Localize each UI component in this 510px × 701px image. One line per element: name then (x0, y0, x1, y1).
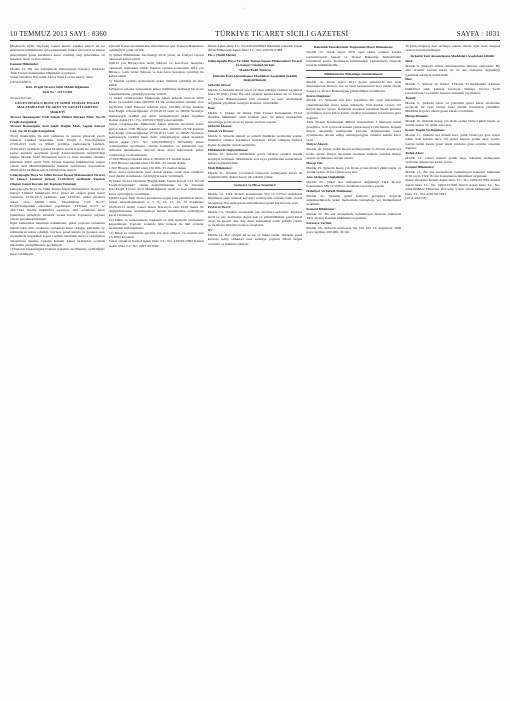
paragraph: 1)Toplantı başkanlığına Kanuni Aşkın'ın seçilmesine oybirliğiyle karar verilmiştir. (10, 247, 105, 256)
paragraph: (Başharafı 1030. Sayfada) Genel kurula vekâlet ediyor ile bu şirketlerin hükümlerine göre şirketimize intikal eden mal ve haklar şirketimizin genel kurulunca karar verilmiş olup şirketimize ait hususlar tescil ve ilan olunur. (10, 44, 105, 62)
heading: İlan: (207, 105, 215, 110)
paragraph: Madde 12- Bu ana sözleşmede bulunmayan hususlar hakkında Türk Ticaret Kanununun hükümleri uygulanır. (10, 66, 105, 76)
paragraph: Şirket Ortakları Kemal Aşkın imza T.C. No: 22951917602 Kemal Aşkın imza T.C. No: 22951917602 (108, 239, 204, 248)
paragraph: 8) Şirket Ticaret adresinin "Bağlık Mah. Saptık Kurşal Cad. No:28 Ereğli/Zonguldak" olarak değiştirilmesine ve bu hususun Kdz.Ereğli Ticaret Sicil Müdürlüğünde tescil ve ilan edilmesine karar oybirliğiyle verilmiştir. (108, 178, 204, 196)
paragraph: 9)6102 sayılı Türk Ticaret Kanununa uygun hale getirilmesi üzere, Şirket anasözleşmesinin 2, 7, 9, 10, 11, 12, 13 maddeleri 26.06.2013 tarihli Genel Kurul Kararıyla ekli Tadil metni ile değiştirilmesine, anasözleşmeye madde eklenmesine oybirliğiyle karar verilmiştir. (108, 196, 204, 218)
heading: Kdz. Ereğli Ticaret Sicili Müdürlüğünden (25, 85, 90, 90)
paragraph: Madde 12- Genel kanuni yedek akçe ödenmiş sermayenin %20'sine ulaşıncaya kadar ayrılır. (405, 155, 500, 165)
heading: Kanuni Hükümler: (306, 207, 336, 212)
heading: Süre: (405, 59, 414, 64)
paragraph: 5) Yapılan oylama neticesinde şirket müdürü oybirliği ile ibra edildi. (108, 78, 204, 88)
paragraph: Madde 10- Şirketin müdürlerin görev süreleri ortaklar kurulu kararıyla belirlenir. Müdürlerin azli veya yetkilerinin kaldırılması halleri değiştirilebilir. (207, 152, 303, 166)
heading: Mali Hükümler: (207, 165, 233, 170)
heading: Ek-1 (Tadil Metni) (207, 53, 236, 58)
paragraph: 1.500 Hisseye tekabül eden 150.000.-TL Kemal Aşkın (108, 165, 186, 170)
paragraph: 2)Genel Kurul tutanaklarının imzalanması için Toplantı Başkanına oybirliğiyle yetki verildi. (108, 44, 204, 53)
column-4 (306, 44, 401, 696)
paragraph: 4)2012 yılı Bilanço'dan Gelir Tabloru ve Kar-Zarar hesapları okunarak, müzakere edildi. Yapılan oylama sonucunda 2012 yılı Bilanço, Gelir Gider Tablosu ve Kar-Zarar hesapları oybirliği ile kabul edildi. (108, 61, 204, 79)
heading: Hesap Dönemi: (405, 114, 429, 119)
paragraph: Madde 11- Ortaklar tarafından ödenecek sermayenin kararı ile değiştirilebilir. Şirket hesap yılı takvim yılıdır. (207, 170, 303, 180)
heading: Şirketin Eski Anasözleşme Maddeleri Aşağıdaki Şekilde Değiştirilmiştir (212, 73, 298, 82)
heading: Halefiyet Ve Yetkili Mahkeme: (306, 188, 353, 193)
paragraph: Şirket ortaklarından Mükerrem Aşkın şirketin devreden sonra geriye kalan 1500 Hisseye tekabül eden 150.000.-TL'lik kısmını Kdz.Ereğli 2.Noterliğinden 27.06.2013 tarih ve 06629 Yevmiye numarasıyla tasdikli hisse devir sözleşmesiyle şirket dışından İsmail Aşkın (T.C. No: 22921938022)'a devredmiş şirket ortaklığından ayrılmıştır, devrin kabulüne ve hisselerin pay defterine işlenmesine, Mevcut hisse devri neticesinde şirket ortaklarının ve hisselerinin, (108, 122, 204, 157)
column-1 (10, 44, 105, 696)
heading: Madde Tadil Tasarısı (239, 68, 271, 73)
page-header (10, 26, 500, 38)
heading: Müdürlerin Değiştirilmesi: (207, 147, 249, 152)
header-title: TÜRKİYE TİCARET SİCİLİ GAZETESİ (215, 29, 349, 38)
paragraph: 11) Dilek ve temenniler geçildi, söz alan olmadı, ve oturum saat 15:30'da kapatıldı. (108, 230, 204, 240)
paragraph: Güleyüpoğlu Boya Ve Sıhhi Tesisat İnşaat Malzemeleri Ticaret Ve Sanayi Limited Şirketi'nin 2012 yılına ait olağan genel kurul toplantısı 27.06.2013 tarihinde, saat 14:00'de, şirket merkezi adresi olan Mithat Mah. Meydanbaşı Cad. No:27 Ereğli/Zonguldak adresinde yapılmıştır. TTK'nun 617/3 ve 416/1'inci madde hükümleri uyarınca, tüm ortakların hazır bulunması nedeniyle Ortaklar Genel Kurul Toplantısı çağrısız olarak gerçekleştirilmiştir. (10, 186, 105, 222)
paragraph: Madde 9- Şirketin işleri ve yönetimi genel kurul tarafından seçilecek bir veya birden fazla müdür tarafından yürütülür. Müdürlerin görev süresi genel kurulca belirlenir. (405, 100, 500, 114)
paragraph: Madde 12- Türk Ticaret Kanununun 519 ve 537'nci maddeleri hükümleri saklı kalmak kaydıyla sermayenin tamamı nakit olarak ödenmiştir. Bu sermayenin arttırılmasına genel kurul karar verir. (207, 191, 303, 205)
paragraph: Madde 21- Şirketin genel faaliyeti gereğince doğacak anlaşmazlıklarda şirket merkezinin bulunduğu yer mahkemeleri yetkilidir. (306, 193, 402, 207)
heading: İlan: (405, 77, 413, 82)
paragraph: Madde 22- Bu ana sözleşmede bulunmayan hususlar hakkında Türk Ticaret Kanunu hükümleri uygulanır. (306, 212, 402, 221)
header-date-issue: 10 TEMMUZ 2013 SAYI : 8360 (10, 30, 107, 38)
heading: Ana Sözleşme Değişikliği: (306, 174, 346, 179)
heading: Güleyüpoğlu Boya Ve Sıhhi Tesisat İnşaat Malzemeleri Ticaret Ve Sanayi Limited Şirketi 27.06.2013 tarihinde Yapılan Olağan Genel Kurulu Ait Toplantı Tutanağı (10, 173, 105, 186)
heading: Kanuni Hükümler: (10, 61, 40, 66)
heading: Sermaye Verilisi: (306, 221, 333, 226)
paragraph: Madde 23- Şirketin sermayesi her biri 100 TL değerinde 2000 paya ayrılmış 200.000.-TL'dir. (306, 226, 402, 235)
paragraph: Madde 16- Ortak sayısı 20'yi geçen şirketlerde her sene düzenlenecek bilanço, kar ve zarar hesaplarının üçer nüsha olarak Sanayi ve Ticaret Bakanlığına gönderilmesi zorunludur. (306, 80, 402, 93)
paragraph: Madde 7- Şirkete ait ilanlar Türk Ticaret Kanununun 37.nci maddesi hükümleri saklı kalmak şartı ile şirket merkezinin bulunduğu yerde en az üç gazete ile ilanı yapılır. (207, 110, 303, 124)
paragraph: Madde 5- Şirketin süresi tescil ve ilanı edildiği tarihten başlamak üzere 50 (Elli) yıldır. Bu süre ortaklar kurulu kararı ile ve Sanayi ve Ticaret Bakanlığından izin alınmak ve esas sözleşmede değişiklik yapılmak suretiyle kısaltılır, uzatılabilir. (207, 88, 303, 106)
paragraph: 27.000 Hisseye tekabül eden 2.700.000.-TL Kemal Aşkın (108, 156, 191, 161)
paragraph: Madde 14- Her ortağın en az bir oy hakkı vardır. Ortaklar genel kurulda sahip oldukları esas sermaye payının itibari değeri oranında oy hakkına sahiptir. (207, 232, 303, 246)
heading: GÜLEYÜPOĞLU BOYA VE SIHHİ TESİSAT İNŞAAT MALZEMELERİ TİCARET VE SANAYİ LİMİTED ŞİRKETİ (15, 101, 100, 114)
heading: Şirketin İdaresi: (207, 124, 233, 129)
paragraph: Madde 5- Şirketin süresi, kuruluşundan itibaren sınırsızdır. Bu süre ortaklar kurulu kararı ile ve ana sözleşme değişikliği yapılmak suretiyle uzatılabilir. (405, 63, 500, 77)
paragraph: 7) Şirket ortaklarından Mükerrem Aşkın şirketin mevcut 2000 Hisse ye tekabül eden 200.000.-TL'lik sermayesinin tamamı olan paylardan 1500 Hisseye tekabül eden 150.000.-TL'lik kısmını Kdz.Ereğli 2.Noterliğinden 27.06.2013 tarih ve 06630 Yevmiye numarasıyla tasdikli pay devir sözleşmesiyle şirket dışından Kemal Aşkın (T.C. No: 22951917602)'e devretmiştir. (108, 96, 204, 122)
paragraph: Madde 15: Ortak sayısı 20'yi aşan şirket ortaklar kurulu toplantılarında Sanayi ve Ticaret Bakanlığı Temsilcisinin bulunması şarttır. Komiserin bulunmadığı toplantılarda alınacak kararlar hükümsüzdür. (306, 50, 402, 68)
heading: Güleyüpoğlu Boya Ve Sıhhi Tesisat İnşaat Malzemeleri Ticaret Ve Sanayi Limited Şirketi (207, 58, 303, 67)
paragraph: Ticaret Unvanı: (10, 95, 33, 100)
heading: Temsil Ve İlzamı: (207, 129, 234, 134)
heading: Oy: (207, 228, 214, 233)
heading: Bakanlık Temsilcisinin Toplantıda Hazır Bulunması: (314, 45, 394, 49)
text-columns (10, 44, 500, 696)
paragraph: Madde 13- Ortaklar arasındaki pay devirleri serbesttir. Payların devri ve pay devrinden doğan hak ve yükümlülükler genel kurul onayı ile geçerli olur. Pay devir sözleşmesi yazılı şekilde yapılır ve tarafların imzaları noterce onaylanır. (207, 210, 303, 228)
header-page-number: SAYFA : 1031 (456, 30, 500, 38)
heading: Şirketin Süresi: (207, 83, 232, 88)
paragraph: 10) Dilek ve temennilerde başkanın ve tüm üyelerin sözleşmesi kapatılmıştır. Toplantı sonunda işbu tutanak ile tüm ortaklar tarafından imzalanmıştır. (108, 217, 204, 231)
heading: Karın Tespiti Ve Dağıtımı: (405, 128, 446, 133)
paragraph: 6)Yapılan oylama neticesinde şirket müdürüne herhangi bir ücret ödenmemesine oybirliğiyle karar verildi. (108, 87, 204, 96)
paragraph: Türk Ticaret Kanununun 466'ncı maddesinin 3 numaralı bendi gereğince %10 ayrılacak kanuni yedek akçeye tabi tutulur. Kanuni ihtiyat akçesinin sermayenin yarısına ulaşmasından sonra ayrılmasına devam edilip edilmeyeceğine ortaklar kurulu karar verir. (306, 120, 402, 142)
heading: Kanuni Hükümler: (405, 164, 435, 169)
paragraph: Ticari ikametgahı ile sicil numarası ve unvanı yukarıda yazılı bulunan Limited Şirketinin, Kdz. Ereğli 2. Noterliğinden 27.06.2013 tarih ve 06625 yevmiye numarasıyla tasdikli, 27.06.2013 tarihinde yapılan Ortaklar Genel Kurulu ile tutanak ile Genel kurulun onaylanan gereği Anasözleşmenin değiştirildiği ilişikte Madde Tadil Tutanaının tescil ve ilanı istenmiş olmakla belirtilen 6102 sayılı Türk Ticaret Kanunu hükümlerine uygun olarak sicil Müdürlüğümüzün memuri vesikaların dayanılarak 28.06.2013 tarihinde tescil edildiği ilan olunur. (10, 133, 105, 173)
header-rule (10, 40, 500, 41)
paragraph: Madde 19- Şirketin hesap yılı Ocak ayının birinci günü başlar ve Aralık ayının 31'inci günü sona erer. (306, 165, 402, 174)
column-5 (405, 44, 500, 696)
page-mark: · (243, 6, 245, 12)
paragraph: 1.500 Hisseye tekabül eden 150.000.-TL İsmail Aşkın (108, 161, 186, 166)
paragraph: İsmail Aşkın imza T.C. No:22921938022 Hâmileki Genelde Çıkan Ortak Mükerrem Aşkın İmza T.C. No: 22957917484 (207, 44, 303, 53)
heading: Şirketin Yeni Anasözleşme Maddeleri Aşağıdaki Gibidir (410, 53, 495, 58)
paragraph: (10/A-022178) (405, 195, 427, 200)
paragraph: İlgisi bulunanlar listesinin tetkikinden, şirket payların tamamını temsil eden tüm ortakların toplantıda hazır olduğu, gündeme oy kullanılarak kabul edildiği, böylece genel kurula ve gereken esas sözleşmede öngörülen asgari toplantı nisabının mevcut olduğunun anlaşılması üzerine toplantı Kanuni Aşkın tarafından açılarak gündemin görüşülmesine geçilmiştir. (10, 221, 105, 248)
column-3 (208, 44, 303, 696)
paragraph: Madde 11- Şirketin net dönem karı, yıllık bilançoya göre tespit edilir. Safi kardan önce %5 genel kanuni yedek akçe ayrılır. Geriye kalan kısım genel kurul kararına göre ortaklar arasında dağıtılır. (405, 133, 500, 151)
paragraph: Madde 18- Şirket yedek akçesi sermayesinin % 20'sine ulaşıncaya kadar ayrılır. İhtiyat akçesinin azalması halinde yeniden ihtiyat akçesi ayrılmasına devam olunur. (306, 147, 402, 160)
paragraph: (10/A-022201) (10, 79, 32, 84)
paragraph: Madde 20- Şirket ana sözleşmesi değişikliği Türk Ticaret Kanununun 589 ve 590'ıncı maddeleri uyarınca yapılır. (306, 179, 402, 188)
boxed-heading: Bildirimlerin Bakanlığa Gönderilmesi: (306, 70, 401, 78)
boxed-heading: Sermaye ve Hisse Senetleri: (208, 181, 303, 189)
paragraph: Madde 10- Şirketin hesap yılı Ocak ayının birinci günü başlar ve Aralık ayının 31. günü sona erer. (405, 119, 500, 128)
heading: İhtiyat Akçesi: (306, 142, 329, 147)
heading: Payların Devri: (207, 205, 232, 210)
heading: Ticaret İkametgahı: Erdi Sokak Mithat Merkez Mah. No:29 Ereğli/Zonguldak (10, 115, 105, 124)
paragraph: Madde 13- Bu ana sözleşmede bulunmayan hususlar hakkında 6102 sayılı Türk Ticaret Kanununun hükümleri uygulanır. (405, 169, 500, 179)
paragraph: Madde 17- Şirketin safi karı yapılması her çeşit masrafların çıkarılmasından sonra kalan miktardır. Safi kardan evvela %5 ihtiyat akçesi ayrılır. Kalandan kanunen ayrılması lazım gelenler ayrıldıktan sonra kalan kısım ortaklar kurulunun kararlarına göre dağıtılır. (306, 98, 402, 120)
column-2 (109, 44, 204, 696)
paragraph: Şirket Ortakları Hayrettin Aksoy imza Levent Aksoy imza (10, 75, 93, 80)
paragraph: Şirket Ortakları Kemal Aşkın imza T.C. No: 22951917602 Kemal Aşkın imza T.C. No: 22951917602 İsmail Aşkın imza T.C. No: 22921938022 Hisseden Devredip Çıkan Ortak Mükerrem Aşkın İmza T.C. No: 22957917484 (405, 178, 500, 196)
paragraph: TL'(diriyatlığına) dair sermaye olarak sürede öğle saati dengesi sadece kararlaştırılmıştır. (405, 44, 500, 53)
heading: Kârın Dağıtımı: (306, 93, 331, 98)
heading: Ticaret İkametgahı Yeni Şekli: Bağlık Mah. Saptık Kurşal Cad. No:28 Ereğli/Zonguldak (10, 124, 105, 133)
paragraph: Madde 7- Şirkete ait ilanlar TTK'nın 35.maddesinin 4.fıkrası hükümleri saklı kalmak kaydıyla Türkiye Ticaret Sicili Gazetesi'nde ve şirketin internet sitesinde yayımlanır. (405, 82, 500, 95)
paragraph: Hisse devri neticesinde yeni olarak şirkete ortak olan ortaklara yeni müdür atanmasına oybirliğiyle karar verilmiştir. (108, 169, 204, 179)
heading: Yedek Akçe: (405, 150, 425, 155)
heading: Hesap Yılı: (306, 160, 324, 165)
heading: Sicil No : 2917/2429 (42, 90, 73, 95)
paragraph: Madde 9- Şirketin idaresi ve temsili müdürler tarafından yapılır. Müdürler ortaklar kurulunca belirlenir. Ortak olmayan üçüncü kişiler de müdür olarak seçilebilir. (207, 134, 303, 147)
heading: Temsil: (405, 95, 417, 100)
paragraph: 3) Şirket Müdürünün hazırladığı 2012 yılına ait faaliyet raporu okunarak kabul edildi. (108, 52, 204, 62)
